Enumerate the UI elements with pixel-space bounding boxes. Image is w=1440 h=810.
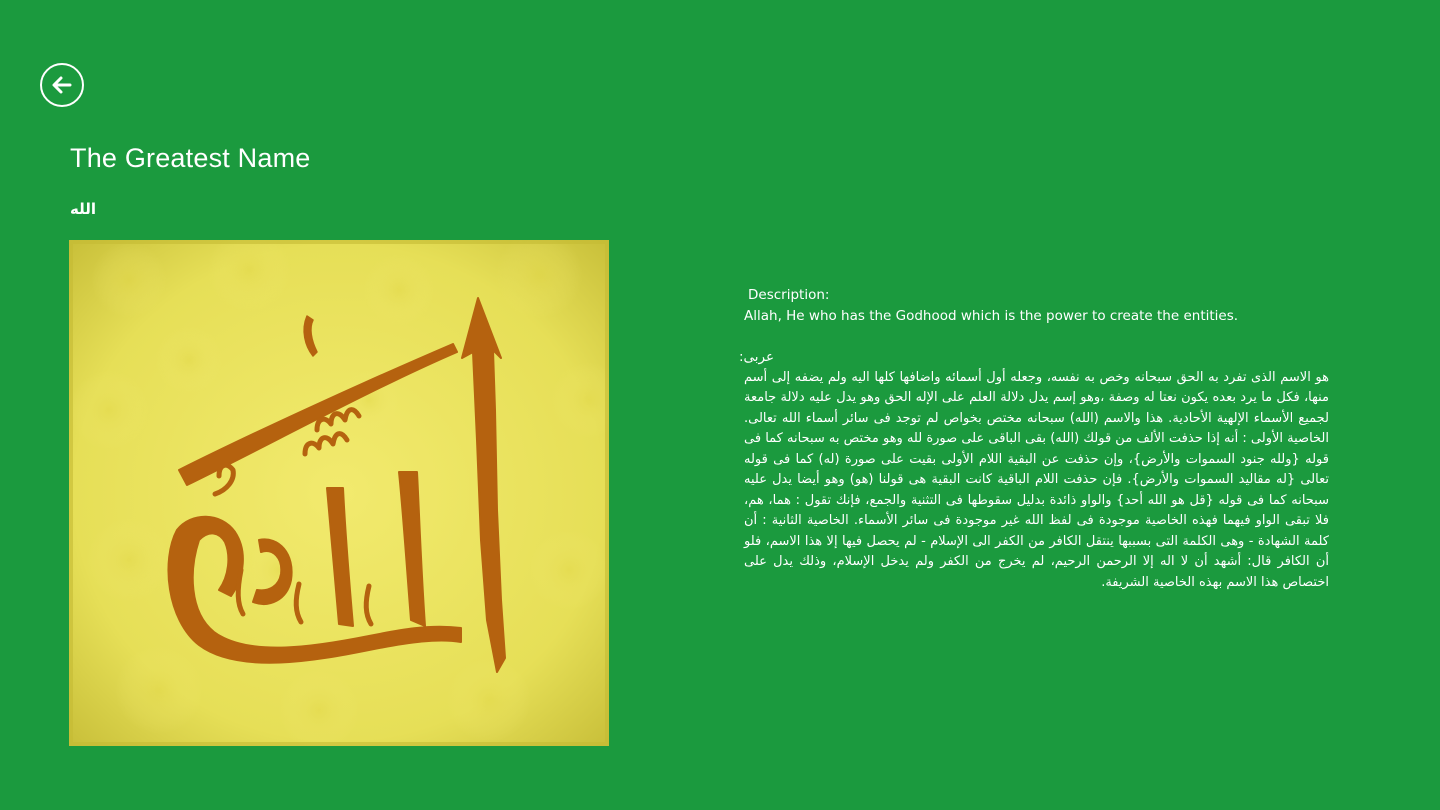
back-button[interactable] xyxy=(40,63,84,107)
arrow-left-icon xyxy=(49,72,75,98)
description-english: Allah, He who has the Godhood which is the power to create the entities. xyxy=(744,307,1239,324)
page-subtitle: الله xyxy=(70,200,96,218)
page-title: The Greatest Name xyxy=(70,143,311,173)
calligraphy-image xyxy=(69,240,609,746)
description-arabic-label: عربى: xyxy=(738,349,774,365)
description-panel xyxy=(738,285,1344,593)
description-arabic: هو الاسم الذى تفرد به الحق سبحانه وخص به نفسه، وجعله أول أسمائه واضافها كلها اليه ولم يضفه إلى أسم منها، فكل ما يرد بعده يكون نعتا له وصفة ،وهو إسم يدل دلالة العلم على الإله الحق وهو يدل عليه دلالة جامعة لجميع الأسماء الإلهية الأحادية. هذا والاسم (الله) سبحانه مختص بخواص لم توجد فى سائر أسماء الله تعالى. الخاصية الأولى : أنه إذا حذفت الألف من قولك (الله) بقى الباقى على صورة لله وهو مختص به سبحانه كما فى قوله {ولله جنود السموات والأرض}، وإن حذفت عن البقية اللام الأولى بقيت على صورة (له) كما فى قوله تعالى {له مقاليد السموات والأرض}. فإن حذفت اللام الباقية كانت البقية هى قولنا (هو) وهو أيضا يدل عليه سبحانه كما فى قوله {قل هو الله أحد} والواو ذائدة بدليل سقوطها فى التثنية والجمع، فإنك تقول : هما، هم، فلا تبقى الواو فيهما فهذه الخاصية موجودة فى لفظ الله غير موجودة فى سائر الأسماء. الخاصية الثانية : أن كلمة الشهادة - وهى الكلمة التى بسببها ينتقل الكافر من الكفر الى الإسلام - لم يحصل فيها إلا هذا الاسم، فلو أن الكافر قال: أشهد أن لا اله إلا الرحمن الرحيم، لم يخرج من الكفر ولم يدخل الإسلام، وذلك يدل على اختصاص هذا الاسم بهذه الخاصية الشريفة. xyxy=(744,369,1329,590)
description-spacer xyxy=(744,326,1344,347)
description-heading: Description: xyxy=(748,287,830,303)
